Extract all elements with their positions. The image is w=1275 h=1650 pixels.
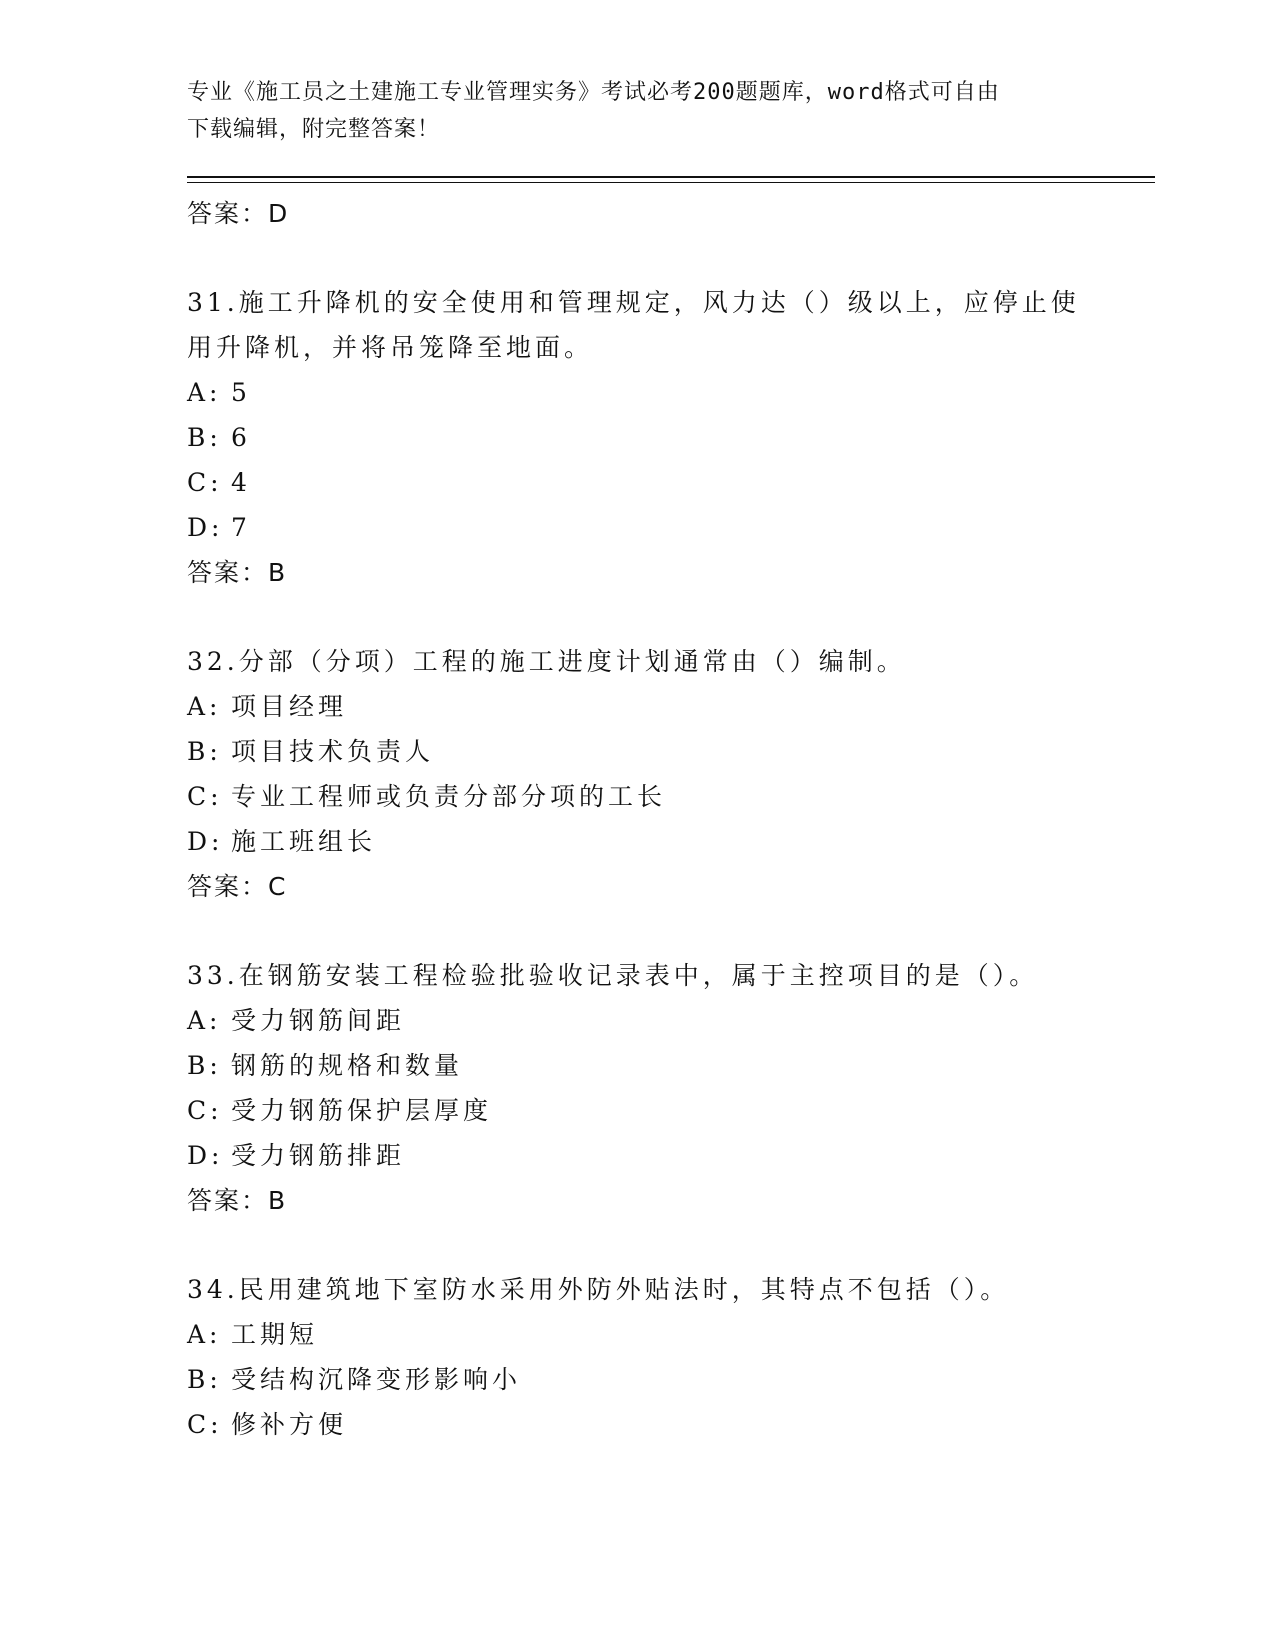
answer-line: 答案：D — [187, 199, 290, 228]
option-text: 施工班组长 — [231, 827, 377, 856]
option-letter: D: — [187, 1141, 224, 1170]
block-spacer — [187, 236, 1107, 280]
question-stem — [187, 280, 1107, 370]
option-b — [187, 729, 1107, 774]
option-letter: A: — [187, 1006, 222, 1035]
answer-line: 答案：B — [187, 1186, 288, 1215]
option-letter: A: — [187, 378, 222, 407]
option-text: 专业工程师或负责分部分项的工长 — [231, 782, 667, 811]
option-text: 受力钢筋排距 — [231, 1141, 406, 1170]
option-a — [187, 998, 1107, 1043]
question-stem-line-1: 33.在钢筋安装工程检验批验收记录表中，属于主控项目的是（）。 — [187, 961, 1039, 990]
header-rule-thick — [187, 176, 1155, 178]
option-b — [187, 1043, 1107, 1088]
option-text: 7 — [231, 513, 251, 542]
option-letter: B: — [187, 1365, 222, 1394]
option-a — [187, 370, 1107, 415]
question-block-34 — [187, 1267, 1107, 1447]
option-letter: B: — [187, 423, 222, 452]
option-c — [187, 460, 1107, 505]
question-stem-line-2: 用升降机，并将吊笼降至地面。 — [187, 333, 594, 362]
option-letter: B: — [187, 737, 222, 766]
option-letter: A: — [187, 692, 222, 721]
option-letter: B: — [187, 1051, 222, 1080]
option-text: 5 — [231, 378, 251, 407]
question-stem — [187, 1267, 1107, 1312]
option-c — [187, 1088, 1107, 1133]
question-block-32 — [187, 639, 1107, 909]
document-header — [187, 74, 1087, 148]
option-letter: C: — [187, 1410, 223, 1439]
question-stem-line-1: 32.分部（分项）工程的施工进度计划通常由（）编制。 — [187, 647, 906, 676]
question-stem — [187, 639, 1107, 684]
question-block-33 — [187, 953, 1107, 1223]
answer-line: 答案：B — [187, 558, 288, 587]
option-letter: C: — [187, 468, 223, 497]
option-b — [187, 415, 1107, 460]
header-title-line-2: 下载编辑，附完整答案！ — [187, 117, 441, 142]
option-text: 4 — [231, 468, 251, 497]
option-c — [187, 1402, 1107, 1447]
option-b — [187, 1357, 1107, 1402]
option-text: 项目技术负责人 — [231, 737, 435, 766]
option-text: 项目经理 — [231, 692, 348, 721]
question-stem-line-1: 34.民用建筑地下室防水采用外防外贴法时，其特点不包括（）。 — [187, 1275, 1010, 1304]
option-a — [187, 684, 1107, 729]
option-letter: C: — [187, 1096, 223, 1125]
header-title-line-1: 专业《施工员之土建施工专业管理实务》考试必考200题题库，word格式可自由 — [187, 80, 1000, 105]
block-spacer — [187, 1223, 1107, 1267]
option-text: 受力钢筋保护层厚度 — [231, 1096, 493, 1125]
option-d — [187, 819, 1107, 864]
option-letter: C: — [187, 782, 223, 811]
block-spacer — [187, 595, 1107, 639]
option-letter: A: — [187, 1320, 222, 1349]
option-text: 受力钢筋间距 — [231, 1006, 406, 1035]
block-spacer — [187, 909, 1107, 953]
question-list — [187, 191, 1107, 1447]
option-d — [187, 505, 1107, 550]
option-letter: D: — [187, 513, 224, 542]
question-stem-line-1: 31.施工升降机的安全使用和管理规定，风力达（）级以上，应停止使 — [187, 288, 1080, 317]
question-block-31 — [187, 280, 1107, 595]
option-text: 6 — [231, 423, 251, 452]
option-c — [187, 774, 1107, 819]
answer-line: 答案：C — [187, 872, 288, 901]
option-d — [187, 1133, 1107, 1178]
option-text: 工期短 — [231, 1320, 319, 1349]
option-text: 钢筋的规格和数量 — [231, 1051, 464, 1080]
header-rule-thin — [187, 182, 1155, 183]
option-letter: D: — [187, 827, 224, 856]
option-a — [187, 1312, 1107, 1357]
option-text: 受结构沉降变形影响小 — [231, 1365, 522, 1394]
option-text: 修补方便 — [231, 1410, 348, 1439]
question-stem — [187, 953, 1107, 998]
